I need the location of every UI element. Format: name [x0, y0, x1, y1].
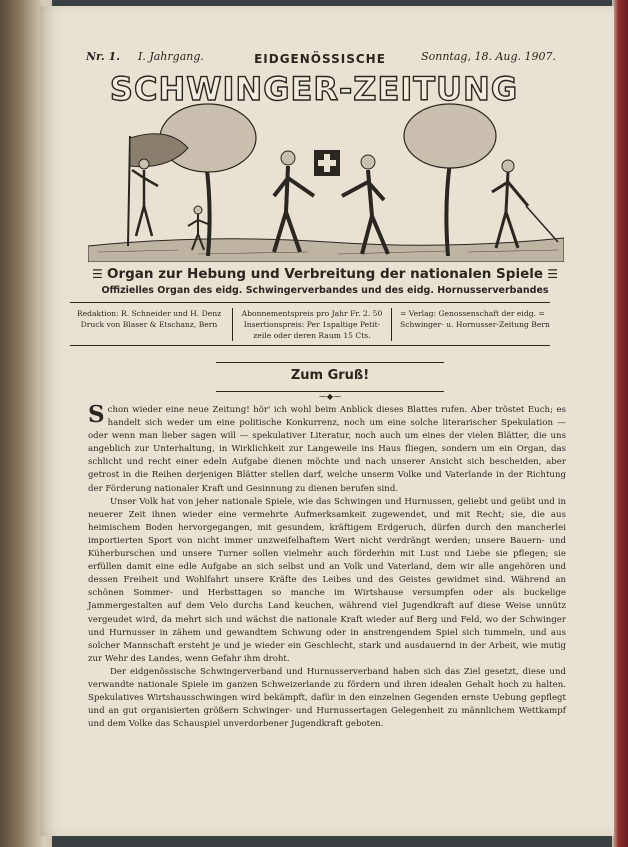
- abo-line-2: Insertionspreis: Per 1spaltige Petit-: [243, 320, 381, 329]
- left-ornament-icon: ☰: [92, 267, 107, 281]
- subscription-info: [232, 308, 392, 341]
- article-title: Zum Gruß!: [290, 368, 370, 383]
- year-label: I. Jahrgang.: [138, 50, 204, 63]
- date-label: Sonntag, 18. Aug. 1907.: [421, 50, 556, 63]
- drop-cap: S: [88, 401, 105, 428]
- article-body: [88, 401, 566, 731]
- article-paragraph: [88, 401, 566, 496]
- divider-ornament-icon: ⁓◆⁓: [318, 392, 342, 401]
- article-paragraph: Unser Volk hat von jeher nationale Spiele, wie das Schwingen und Hurnussen, geliebt und geübt und in neuerer Zeit ihnen wieder eine vermehrte Aufmerksamkeit zugewendet, und mit Recht; sie, die aus heimischem Boden hervorgegangen, mit gesundem, kräftigem Erdgeruch, dürfen durch den mancherlei importierten Sport von nicht immer unzweifelhaftem Wert nicht verdrängt werden; unsere Bauern- und Küherburschen und unsere Turner sollen vielmehr auch förderhin mit Lust und Liebe sie pflegen; sie erfüllen damit eine edle Aufgabe an sich selbst und an Volk und Vaterland, dem wir alle angehören und dessen Freiheit und Wohlfahrt unsere Kräfte des Leibes und des Geistes gewidmet sind. Während an schönen Sommer- und Herbsttagen so manche im Wirtshause versumpfen oder als buckelige Jammergestalten auf dem Velo durchs Land keuchen, während viel Jugendkraft auf diese Weise unnütz vergeudet wird, da mehrt sich und wächst die nationale Kraft wieder auf Berg und Feld, wo der Schwinger und Hurnusser in zähem und gewandtem Schwung oder in anstrengendem Spiel sich tummeln, und aus solcher Mannschaft ersteht je und je wieder ein Geschlecht, stark und ausdauernd in der Arbeit, wie mutig zur Wehr des Landes, wenn Gefahr ihm droht.: [88, 496, 566, 664]
- official-organ-line: Offizielles Organ des eidg. Schwingerverbandes und des eidg. Hornusserverbandes: [101, 285, 549, 296]
- masthead-title-top: EIDGENÖSSISCHE: [254, 52, 386, 66]
- verlag-line-1: = Verlag: Genossenschaft der eidg. =: [400, 309, 545, 318]
- book-spine: [612, 0, 628, 847]
- redaktion-text: Redaktion: R. Schneider und H. Denz: [76, 309, 222, 318]
- publication-info-box: [70, 302, 550, 346]
- editorial-info: [74, 308, 224, 330]
- newspaper-page: [40, 6, 614, 836]
- masthead-title: SCHWINGER-ZEITUNG: [109, 70, 519, 108]
- masthead-subtitle: [86, 266, 564, 282]
- abo-line-3: zeile oder deren Raum 15 Cts.: [253, 331, 371, 340]
- issue-number: Nr. 1.: [86, 50, 120, 63]
- verlag-line-2: Schwinger- u. Hornusser-Zeitung Bern: [400, 320, 550, 329]
- subtitle-text: Organ zur Hebung und Verbreitung der nationalen Spiele: [106, 266, 544, 282]
- paragraph-text: chon wieder eine neue Zeitung! hör' ich wohl beim Anblick dieses Blattes rufen. Aber tröstet Euch; es handelt sich weder um eine politische Konkurrenz, noch um eine solche literarischer Spekulation — oder wenn man lieber sagen will — spekulativer Literatur, noch auch um eines der vielen Blätter, die uns angeblich zur Unterhaltung, in Wirklichkeit zur Langeweile ins Haus fliegen, sondern um ein Organ, das schlicht und recht einer edeln Aufgabe dienen möchte und nach unserer Ansicht sich bescheiden, aber getrost in die Reihen derjenigen Blätter stellen darf, welche unserm Volke und Vaterlande in der Richtung der Förderung nationaler Kraft und Gesinnung zu dienen berufen sind.: [88, 405, 566, 494]
- right-ornament-icon: ☰: [543, 267, 558, 281]
- druck-text: Druck von Blaser & Etschanz, Bern: [80, 320, 218, 329]
- abo-line-1: Abonnementspreis pro Jahr Fr. 2. 50: [241, 309, 383, 318]
- publisher-info: [400, 308, 550, 330]
- article-paragraph: Der eidgenössische Schwingerverband und Hurnusserverband haben sich das Ziel gesetzt, diese und verwandte nationale Spiele im ganzen Schweizerlande zu fördern und ihren idealen Gehalt hoch zu halten. Spekulatives Wirtshausschwingen wird bekämpft, dafür in den einzelnen Gegenden ernste Uebung gepflegt und an gut organisierten größern Schwinger- und Hurnussertagen Gelegenheit zu männlichem Wettkampf und dem Volke das Schauspiel unverdorbener Jugendkraft geboten.: [88, 666, 566, 730]
- article-title-box: [216, 362, 444, 392]
